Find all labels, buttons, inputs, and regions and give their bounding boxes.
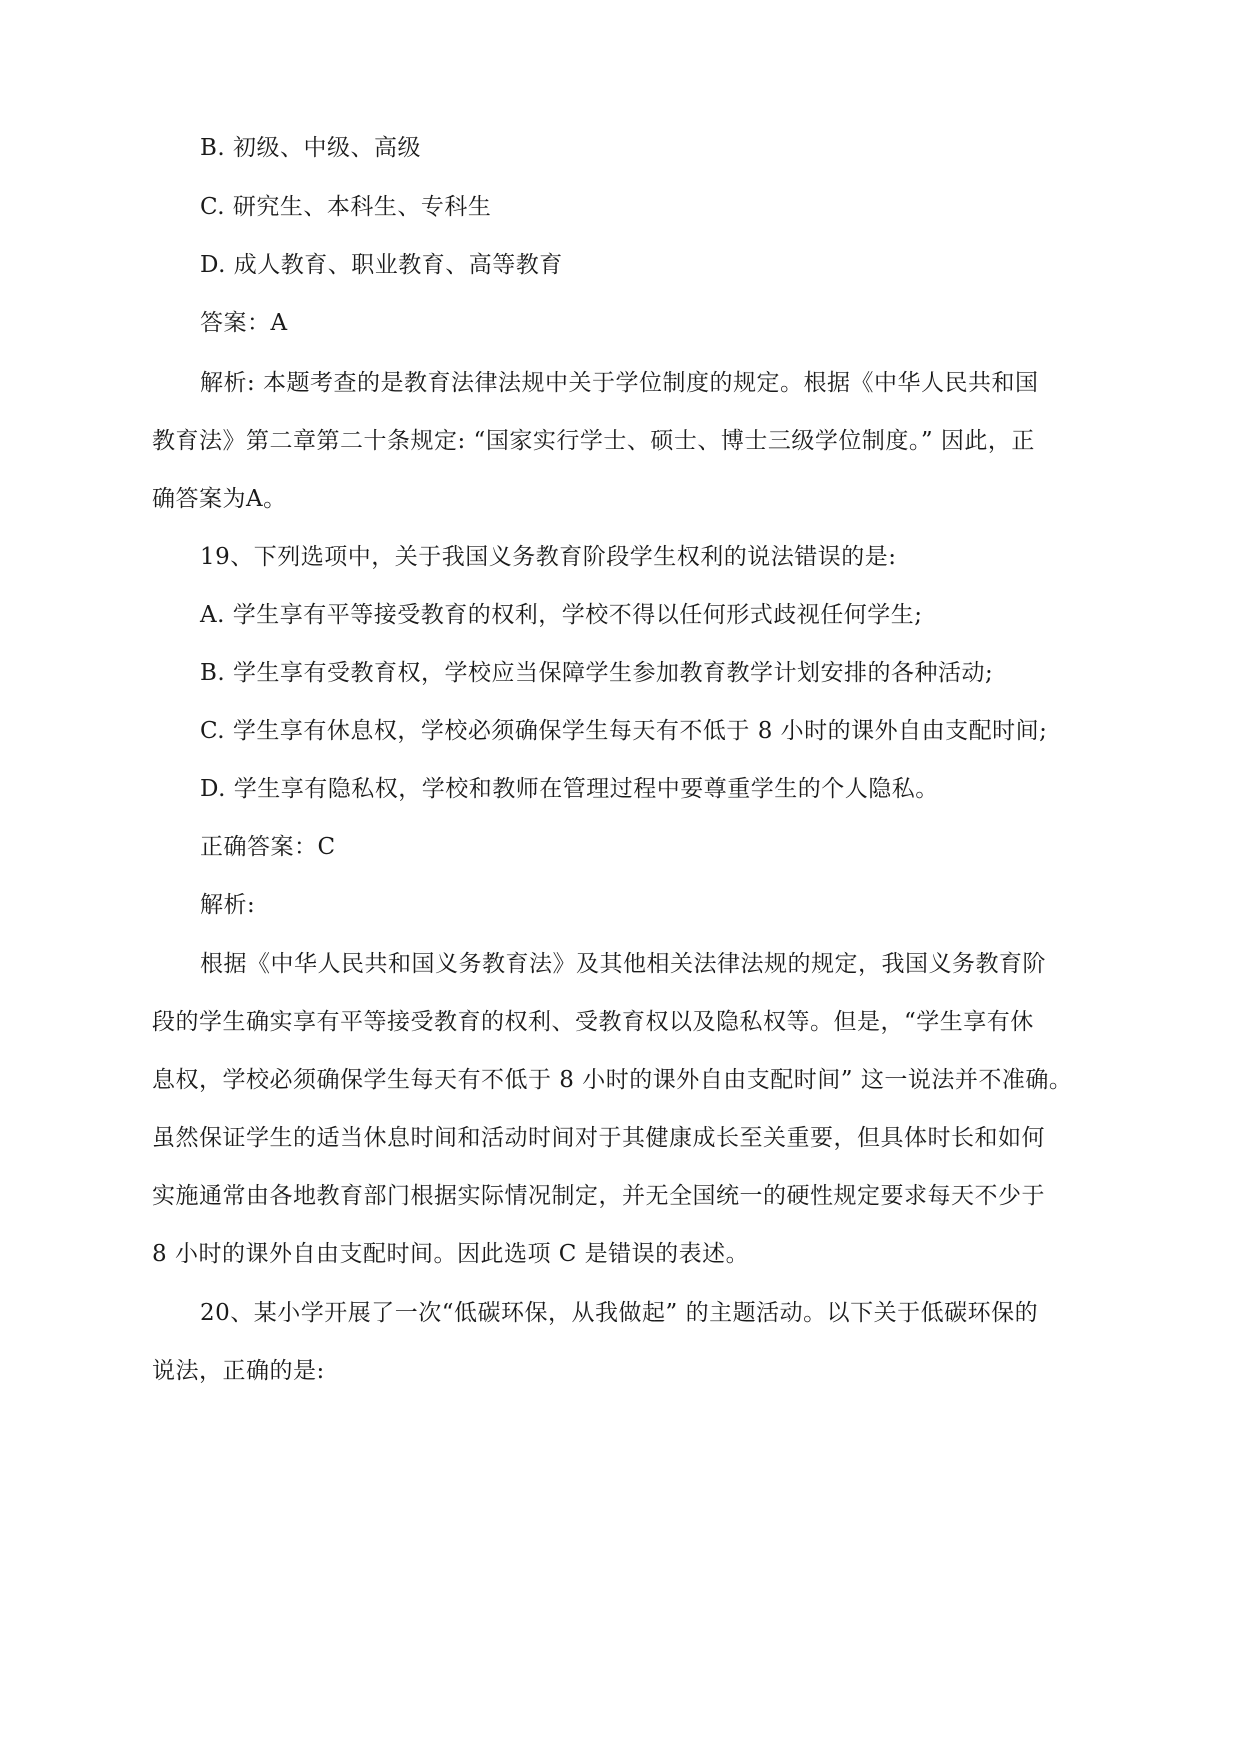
q19-option-c: C. 学生享有休息权，学校必须确保学生每天有不低于 8 小时的课外自由支配时间;	[200, 718, 1048, 744]
q18-analysis-line: 教育法》第二章第二十条规定: “国家实行学士、硕士、博士三级学位制度。” 因此，正	[152, 428, 1035, 454]
q19-analysis-line: 8 小时的课外自由支配时间。因此选项 C 是错误的表述。	[152, 1241, 750, 1267]
q19-analysis-line: 段的学生确实享有平等接受教育的权利、受教育权以及隐私权等。但是，“学生享有休	[152, 1009, 1034, 1035]
q19-analysis-line: 实施通常由各地教育部门根据实际情况制定，并无全国统一的硬性规定要求每天不少于	[152, 1183, 1045, 1209]
q18-answer: 答案：A	[200, 310, 288, 336]
q18-option-d: D. 成人教育、职业教育、高等教育	[200, 252, 563, 278]
q18-analysis-line: 确答案为A。	[152, 486, 287, 512]
q18-analysis-line: 解析: 本题考查的是教育法律法规中关于学位制度的规定。根据《中华人民共和国	[200, 370, 1039, 396]
q19-answer: 正确答案：C	[200, 834, 336, 860]
q19-analysis-line: 根据《中华人民共和国义务教育法》及其他相关法律法规的规定，我国义务教育阶	[200, 951, 1046, 977]
q18-option-c: C. 研究生、本科生、专科生	[200, 194, 492, 220]
q19-option-b: B. 学生享有受教育权，学校应当保障学生参加教育教学计划安排的各种活动;	[200, 660, 994, 686]
q19-analysis-line: 息权，学校必须确保学生每天有不低于 8 小时的课外自由支配时间” 这一说法并不准确。	[152, 1067, 1073, 1093]
q19-question: 19、下列选项中，关于我国义务教育阶段学生权利的说法错误的是:	[200, 544, 897, 570]
q19-option-a: A. 学生享有平等接受教育的权利，学校不得以任何形式歧视任何学生;	[200, 602, 923, 628]
q20-question-line: 20、某小学开展了一次“低碳环保，从我做起” 的主题活动。以下关于低碳环保的	[200, 1300, 1039, 1326]
q19-analysis-label: 解析:	[200, 892, 256, 918]
q20-question-line: 说法，正确的是:	[152, 1358, 325, 1384]
q19-analysis-line: 虽然保证学生的适当休息时间和活动时间对于其健康成长至关重要，但具体时长和如何	[152, 1125, 1045, 1151]
q18-option-b: B. 初级、中级、高级	[200, 135, 422, 161]
q19-option-d: D. 学生享有隐私权，学校和教师在管理过程中要尊重学生的个人隐私。	[200, 776, 939, 802]
